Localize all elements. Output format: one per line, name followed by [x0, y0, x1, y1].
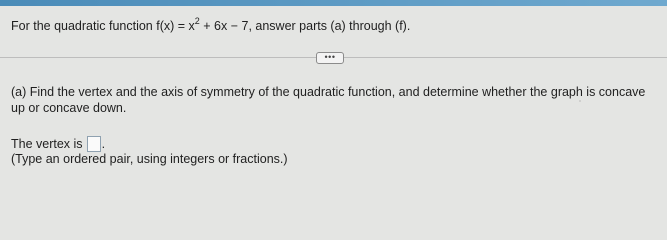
function-exponent: 2	[194, 16, 200, 26]
decorative-dot	[579, 100, 581, 102]
top-accent-strip	[0, 0, 667, 6]
vertex-answer-period: .	[101, 137, 106, 151]
question-suffix: , answer parts (a) through (f).	[248, 19, 411, 33]
question-prefix: For the quadratic function	[11, 19, 157, 33]
answer-format-hint: (Type an ordered pair, using integers or fractions.)	[11, 152, 288, 166]
expand-more-button[interactable]: •••	[316, 52, 344, 64]
vertex-answer-row	[11, 136, 105, 152]
function-expression	[156, 16, 249, 33]
vertex-answer-input[interactable]	[87, 136, 101, 152]
function-base: f(x) = x	[156, 19, 195, 33]
function-rest: + 6x − 7	[199, 19, 249, 33]
question-stem	[11, 16, 410, 33]
vertex-answer-label: The vertex is	[11, 137, 83, 151]
part-a-prompt: (a) Find the vertex and the axis of symmetry of the quadratic function, and determine whether the graph is concave up or concave down.	[11, 85, 646, 115]
